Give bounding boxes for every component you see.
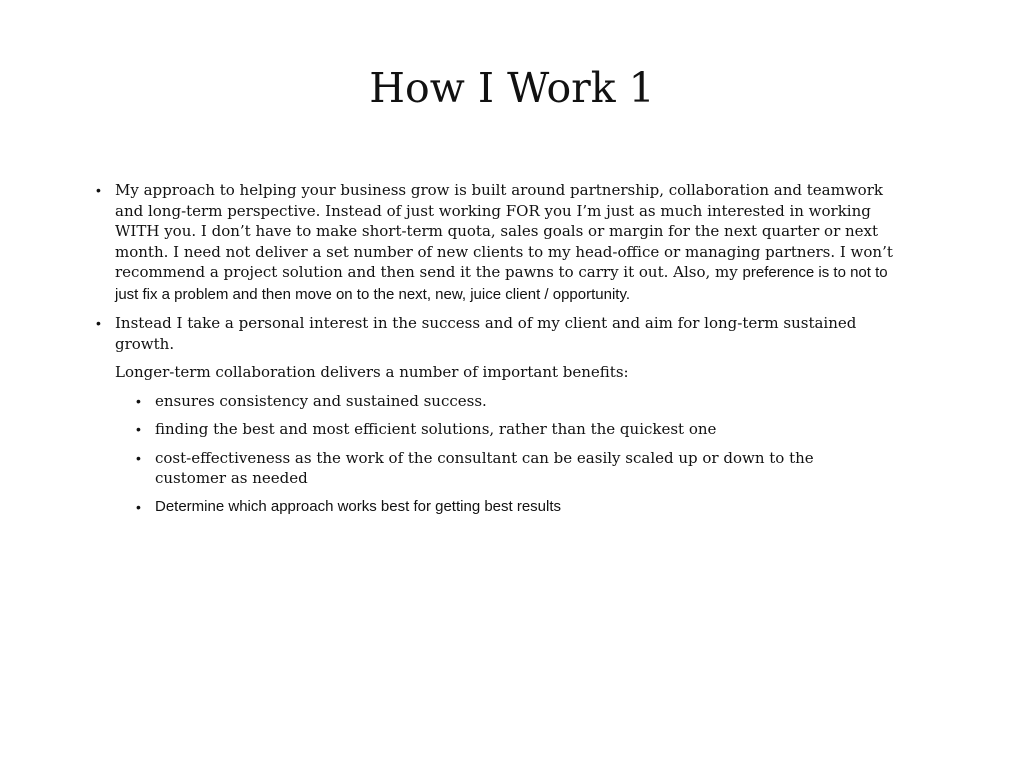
bullet-marker: •	[136, 421, 141, 437]
bullet-marker: •	[96, 315, 101, 331]
slide-body	[94, 180, 914, 525]
benefits-intro: Longer-term collaboration delivers a number of important benefits:	[115, 363, 629, 381]
bullet-text: My approach to helping your business grow is built around partnership, collaboration and teamwork and long-term perspective. Instead of just working FOR you I’m just as much interested in working WITH you. I don’t have to make short-term quota, sales goals or margin for the next quarter or next month. I need not deliver a set number of new clients to my head-office or managing partners. I won’t recommend a project solution and then send it the pawns to carry it out. Also, my	[115, 181, 893, 281]
sub-bullet-item	[94, 448, 914, 489]
sub-bullet-text: finding the best and most efficient solutions, rather than the quickest one	[155, 420, 717, 438]
slide-title: How I Work 1	[369, 64, 655, 112]
sub-bullet-text: Determine which approach works best for getting best results	[155, 497, 562, 515]
bullet-item-personal-interest	[94, 313, 914, 354]
bullet-item-approach	[94, 180, 914, 305]
bullet-marker: •	[136, 498, 141, 515]
sub-bullet-item	[94, 497, 914, 518]
bullet-marker: •	[136, 392, 141, 409]
bullet-text-sans: preference is to not to just fix a problem and then move on to the next, new, juice client / opportunity.	[115, 264, 888, 303]
bullet-text: Instead I take a personal interest in the success and of my client and aim for long-term sustained growth.	[115, 314, 857, 353]
bullet-marker: •	[136, 449, 141, 466]
sub-bullet-item	[94, 391, 914, 412]
sub-bullet-text: cost-effectiveness as the work of the consultant can be easily scaled up or down to the customer as needed	[155, 448, 814, 487]
sub-bullet-item	[94, 419, 914, 440]
bullet-marker: •	[96, 182, 101, 198]
sub-bullet-text: ensures consistency and sustained success.	[155, 391, 487, 410]
